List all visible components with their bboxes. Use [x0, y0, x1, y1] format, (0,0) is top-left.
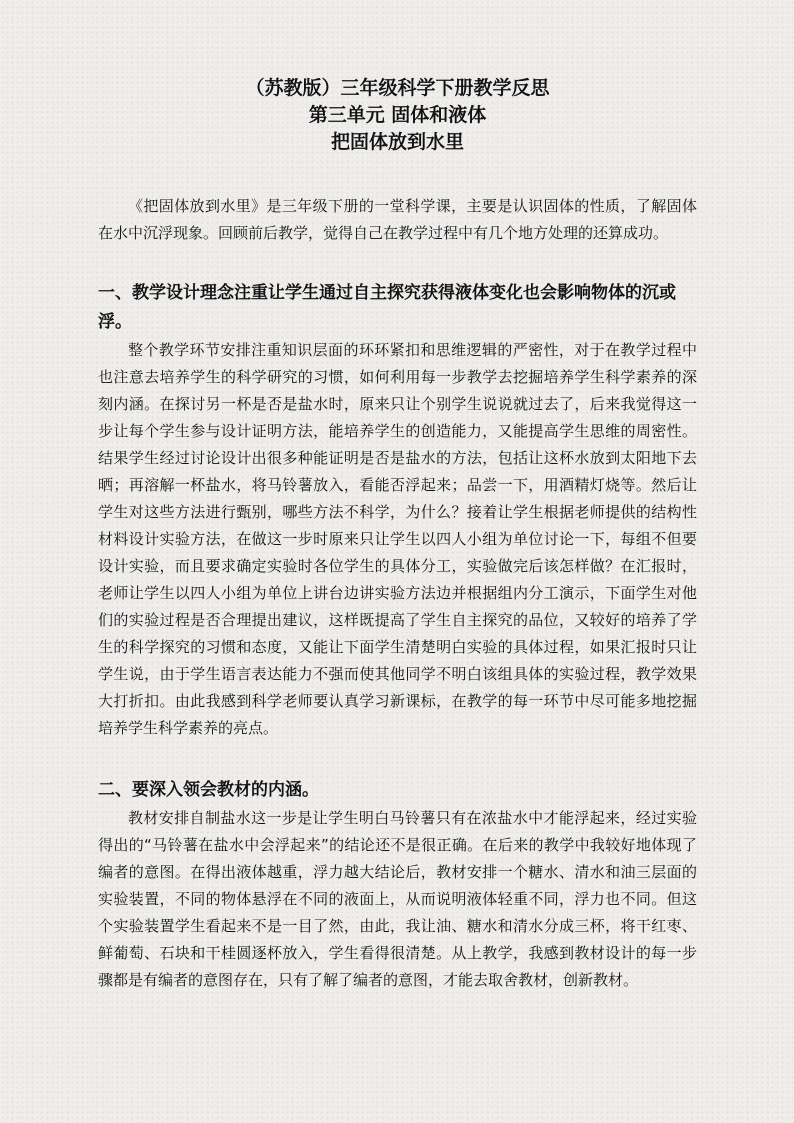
- section-body: 整个教学环节安排注重知识层面的环环紧扣和思维逻辑的严密性，对于在教学过程中也注意去培养学生的科学研究的习惯，如何利用每一步教学去挖掘培养学生科学素养的深刻内涵。在探讨另一杯是否是盐水时，原来只让个别学生说说就过去了，后来我觉得这一步让每个学生参与设计证明方法，能培养学生的创造能力，又能提高学生思维的周密性。结果学生经过讨论设计出很多种能证明是否是盐水的方法，包括让这杯水放到太阳地下去晒；再溶解一杯盐水，将马铃薯放入，看能否浮起来；品尝一下，用酒精灯烧等。然后让学生对这些方法进行甄别，哪些方法不科学，为什么？接着让学生根据老师提供的结构性材料设计实验方法，在做这一步时原来只让学生以四人小组为单位讨论一下，每组不但要设计实验，而且要求确定实验时各位学生的具体分工，实验做完后该怎样做？在汇报时，老师让学生以四人小组为单位上讲台边讲实验方法边并根据组内分工演示，下面学生对他们的实验过程是否合理提出建议，这样既提高了学生自主探究的品位，又较好的培养了学生的科学探究的习惯和态度，又能让下面学生清楚明白实验的具体过程，如果汇报时只让学生说，由于学生语言表达能力不强而使其他同学不明白该组具体的实验过程，教学效果大打折扣。由此我感到科学老师要认真学习新课标，在教学的每一环节中尽可能多地挖掘培养学生科学素养的亮点。: [98, 341, 697, 737]
- intro-paragraph: 《把固体放到水里》是三年级下册的一堂科学课，主要是认识固体的性质，了解固体在水中沉浮现象。回顾前后教学，觉得自己在教学过程中有几个地方处理的还算成功。: [98, 197, 697, 242]
- section-heading: 一、教学设计理念注重让学生通过自主探究获得液体变化也会影响物体的沉或浮。: [98, 283, 676, 332]
- section-body: 教材安排自制盐水这一步是让学生明白马铃薯只有在浓盐水中才能浮起来，经过实验得出的“马铃薯在盐水中会浮起来”的结论还不是很正确。在后来的教学中我较好地体现了编者的意图。在得出液体越重，浮力越大结论后，教材安排一个糖水、清水和油三层面的实验装置，不同的物体悬浮在不同的液面上，从而说明液体轻重不同，浮力也不同。但这个实验装置学生看起来不是一目了然，由此，我让油、糖水和清水分成三杯，将干红枣、鲜葡萄、石块和干桂圆逐杯放入，学生看得很清楚。从上教学，我感到教材设计的每一步骤都是有编者的意图存在，只有了解了编者的意图，才能去取舍教材，创新教材。: [98, 809, 697, 989]
- lesson-title: 把固体放到水里: [330, 131, 464, 153]
- section-two: [98, 776, 697, 994]
- section-heading: 二、要深入领会教材的内涵。: [98, 780, 319, 800]
- document-title: （苏教版）三年级科学下册教学反思: [245, 77, 550, 99]
- unit-title: 第三单元 固体和液体: [308, 104, 487, 126]
- title-block: [98, 75, 697, 156]
- section-one: [98, 279, 697, 742]
